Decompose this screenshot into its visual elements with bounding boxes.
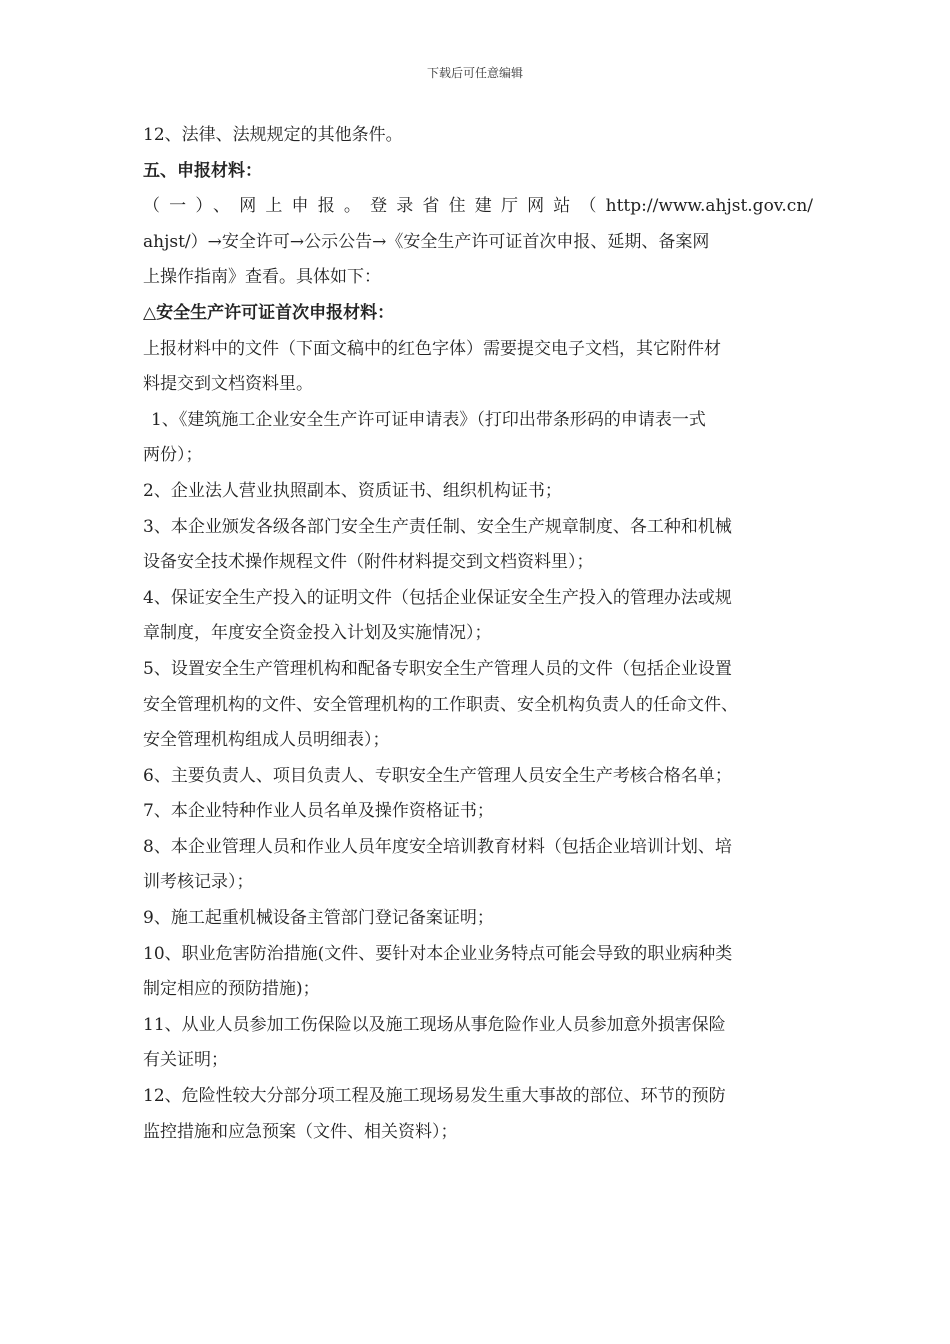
list-item: 11、从业人员参加工伤保险以及施工现场从事危险作业人员参加意外损害保险 [143, 1014, 726, 1035]
list-item: 1、《建筑施工企业安全生产许可证申请表》（打印出带条形码的申请表一式 [151, 409, 706, 430]
list-item: 7、本企业特种作业人员名单及操作资格证书； [143, 801, 494, 822]
text-line: 设备安全技术操作规程文件（附件材料提交到文档资料里）； [143, 552, 594, 573]
text-line: 安全管理机构组成人员明细表）； [143, 730, 390, 751]
section-heading: 五、申报材料： [143, 160, 262, 181]
list-item: 12、危险性较大分部分项工程及施工现场易发生重大事故的部位、环节的预防 [143, 1086, 726, 1107]
list-item: 3、本企业颁发各级各部门安全生产责任制、安全生产规章制度、各工种和机械 [143, 516, 732, 537]
text-line: 有关证明； [143, 1050, 228, 1071]
list-item: 6、主要负责人、项目负责人、专职安全生产管理人员安全生产考核合格名单； [143, 765, 732, 786]
text-line: 上操作指南》查看。具体如下： [143, 267, 381, 288]
text-line: 监控措施和应急预案（文件、相关资料）； [143, 1121, 458, 1142]
list-item: 8、本企业管理人员和作业人员年度安全培训教育材料（包括企业培训计划、培 [143, 836, 732, 857]
list-item: 10、职业危害防治措施(文件、要针对本企业业务特点可能会导致的职业病种类 [143, 943, 733, 964]
subsection-heading: △安全生产许可证首次申报材料： [143, 302, 395, 323]
text-line: 两份）； [143, 445, 203, 466]
text-line: ahjst/）→安全许可→公示公告→《安全生产许可证首次申报、延期、备案网 [143, 231, 710, 252]
text-line: 上报材料中的文件（下面文稿中的红色字体）需要提交电子文档，其它附件材 [143, 338, 721, 359]
list-item: 2、企业法人营业执照副本、资质证书、组织机构证书； [143, 480, 562, 501]
text-line: （一）、网上申报。登录省住建厅网站（http://www.ahjst.gov.cn/ [143, 196, 813, 217]
list-item: 9、施工起重机械设备主管部门登记备案证明； [143, 908, 494, 929]
page-header: 下载后可任意编辑 [426, 66, 523, 80]
text-line: 料提交到文档资料里。 [143, 374, 313, 395]
text-line: 12、法律、法规规定的其他条件。 [143, 125, 403, 145]
list-item: 5、设置安全生产管理机构和配备专职安全生产管理人员的文件（包括企业设置 [143, 658, 732, 679]
text-line: 安全管理机构的文件、安全管理机构的工作职责、安全机构负责人的任命文件、 [143, 694, 738, 715]
text-line: 章制度，年度安全资金投入计划及实施情况）； [143, 623, 492, 644]
list-item: 4、保证安全生产投入的证明文件（包括企业保证安全生产投入的管理办法或规 [143, 587, 732, 608]
text-line: 训考核记录）； [143, 872, 254, 893]
text-line: 制定相应的预防措施)； [143, 979, 320, 1000]
document-body [143, 118, 813, 1150]
